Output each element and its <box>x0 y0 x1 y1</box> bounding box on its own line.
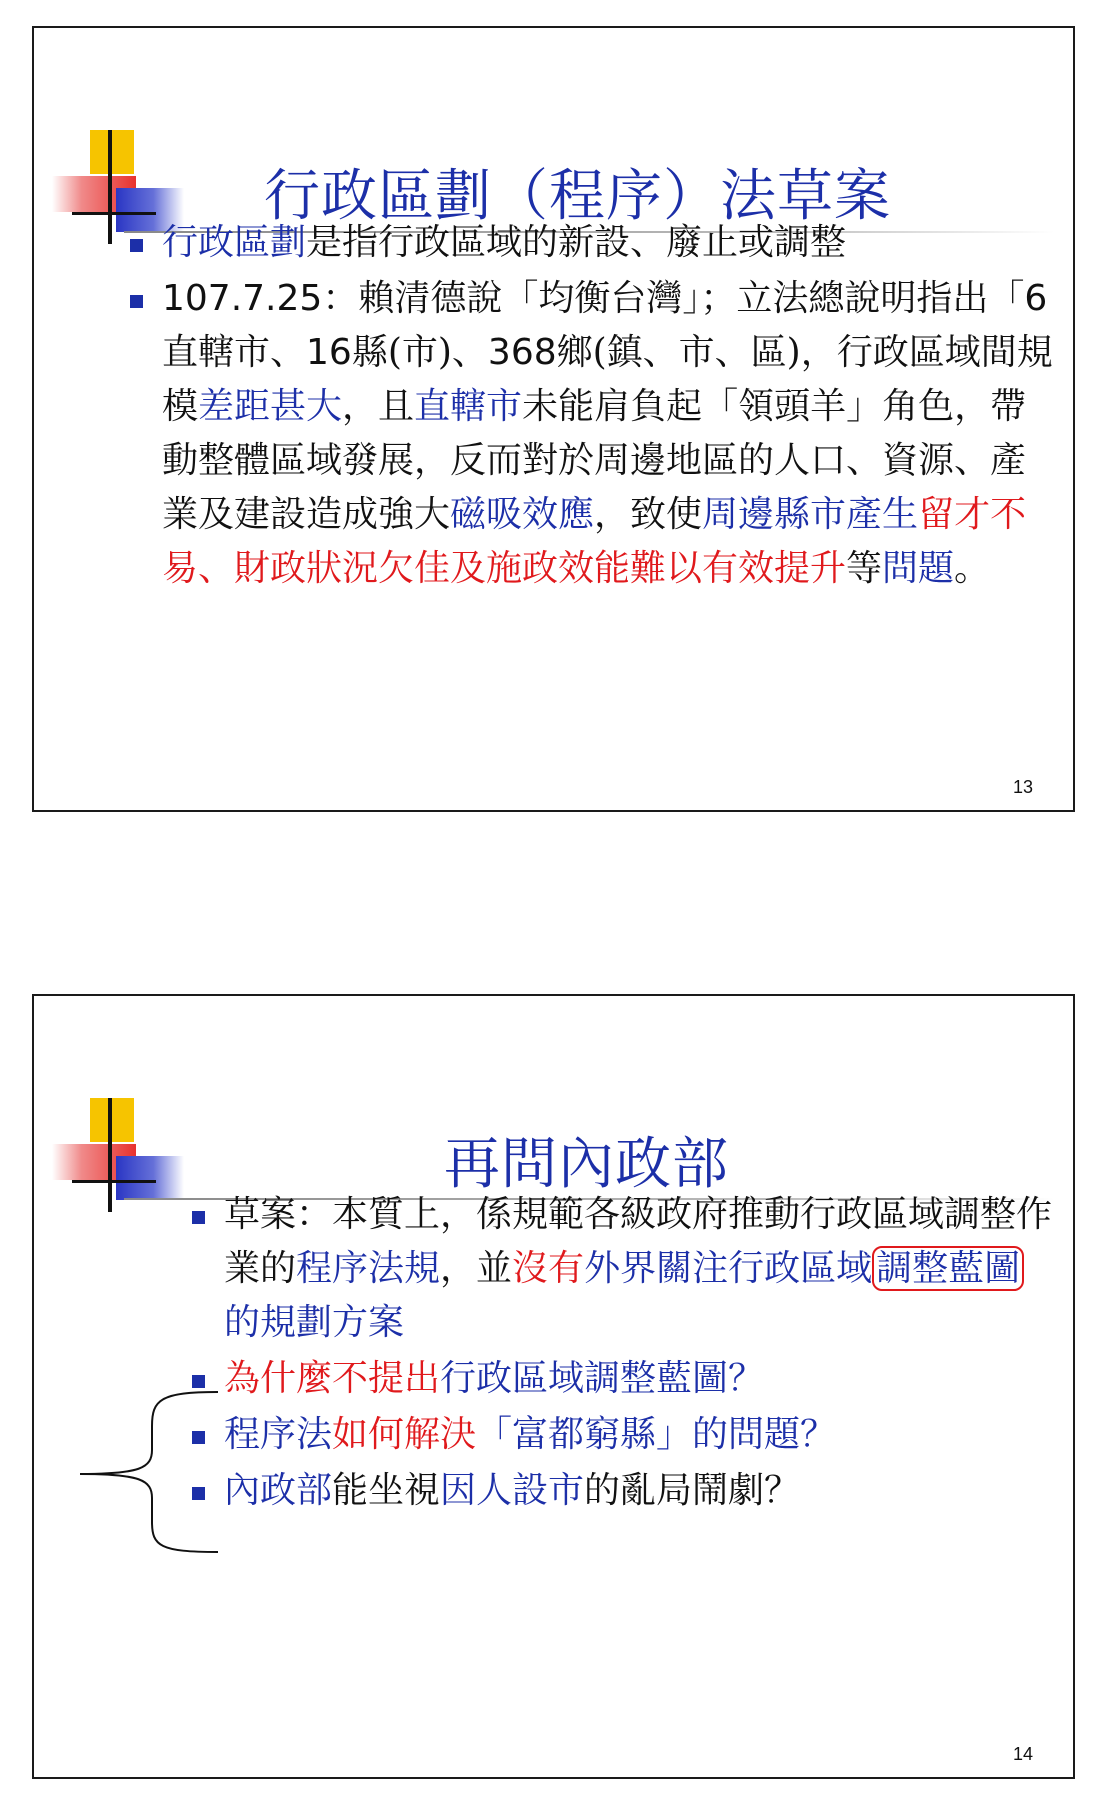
text-segment: 的亂局鬧劇？ <box>584 1470 801 1511</box>
text-segment: 因人設市 <box>440 1470 585 1511</box>
text-segment: 能坐視 <box>332 1470 441 1511</box>
bullet-square-icon <box>130 239 143 252</box>
text-segment: 沒有 <box>512 1248 585 1289</box>
text-segment: ？ <box>728 1358 765 1399</box>
text-segment: 107.7.25 <box>162 278 323 319</box>
text-segment: 16 <box>306 332 352 373</box>
slide-title: 行政區劃（程序）法草案 <box>264 164 891 229</box>
text-segment: 的規劃方案 <box>224 1302 405 1343</box>
text-segment: 內政部 <box>224 1470 333 1511</box>
text-segment: 外界關注行政區域 <box>584 1248 873 1289</box>
bullet-square-icon <box>130 295 143 308</box>
highlighted-text: 調整藍圖 <box>872 1246 1024 1291</box>
bullet-item <box>192 1408 1052 1462</box>
bullet-text <box>224 1408 1052 1462</box>
slide-body <box>130 216 1060 598</box>
slide-14 <box>32 994 1075 1779</box>
bullet-item <box>192 1188 1052 1350</box>
text-segment: 直轄市 <box>414 386 523 427</box>
bullet-square-icon <box>192 1375 205 1388</box>
bullet-item <box>192 1352 1052 1406</box>
text-segment: 。 <box>954 548 991 589</box>
bullet-square-icon <box>192 1487 205 1500</box>
bullet-item <box>130 272 1060 596</box>
text-segment: 未能肩負起「領頭羊」角色，帶動整體區域發展，反而對於周邊地區的人口、資源、產業及建設造成強大 <box>162 386 1027 535</box>
bullet-square-icon <box>192 1431 205 1444</box>
text-segment: 程序法 <box>224 1414 333 1455</box>
slide-13 <box>32 26 1075 812</box>
text-segment: ：賴清德說「均衡台灣」；立法總說明指出「 <box>322 278 1025 319</box>
text-segment: 為什麼不提出 <box>224 1358 441 1399</box>
bullet-text <box>224 1464 1052 1518</box>
text-segment: ，且 <box>342 386 415 427</box>
text-segment: 等 <box>846 548 883 589</box>
text-segment: 直轄市、 <box>162 332 307 373</box>
text-segment: 留才不易、財政狀況欠佳及施政效能難以有效提升 <box>162 494 1027 589</box>
text-segment: 是指行政區域的新設、廢止或調整 <box>306 222 847 263</box>
text-segment: 差距甚大 <box>198 386 343 427</box>
page-number: 13 <box>1012 777 1033 797</box>
text-segment: 縣(市)、 <box>351 332 488 373</box>
text-segment: 問題 <box>882 548 955 589</box>
slide-body <box>192 1188 1052 1520</box>
page-number: 14 <box>1012 1744 1033 1764</box>
slide-title: 再問內政部 <box>444 1132 729 1197</box>
text-segment: 「富都窮縣」的問題？ <box>476 1414 837 1455</box>
text-segment: 周邊縣市產生 <box>702 494 919 535</box>
text-segment: 368 <box>487 332 557 373</box>
text-segment: ，致使 <box>594 494 703 535</box>
text-segment: 程序法規 <box>296 1248 441 1289</box>
text-segment: 行政區域調整藍圖 <box>440 1358 729 1399</box>
bullet-item <box>130 216 1060 270</box>
bullet-square-icon <box>192 1211 205 1224</box>
bullet-text <box>162 272 1060 596</box>
text-segment: 磁吸效應 <box>450 494 595 535</box>
bullet-text <box>224 1188 1052 1350</box>
bullet-text <box>224 1352 1052 1406</box>
text-segment: 如何解決 <box>332 1414 477 1455</box>
text-segment: 鄉(鎮、市、區)，行政區域間規模 <box>162 332 1053 427</box>
text-segment: 草案：本質上，係規範各級政府推動行政區域調整作業的 <box>224 1194 1053 1289</box>
text-segment: 6 <box>1024 278 1048 319</box>
bullet-text <box>162 216 1060 270</box>
bullet-item <box>192 1464 1052 1518</box>
text-segment: 行政區劃 <box>162 222 307 263</box>
text-segment: ，並 <box>440 1248 513 1289</box>
